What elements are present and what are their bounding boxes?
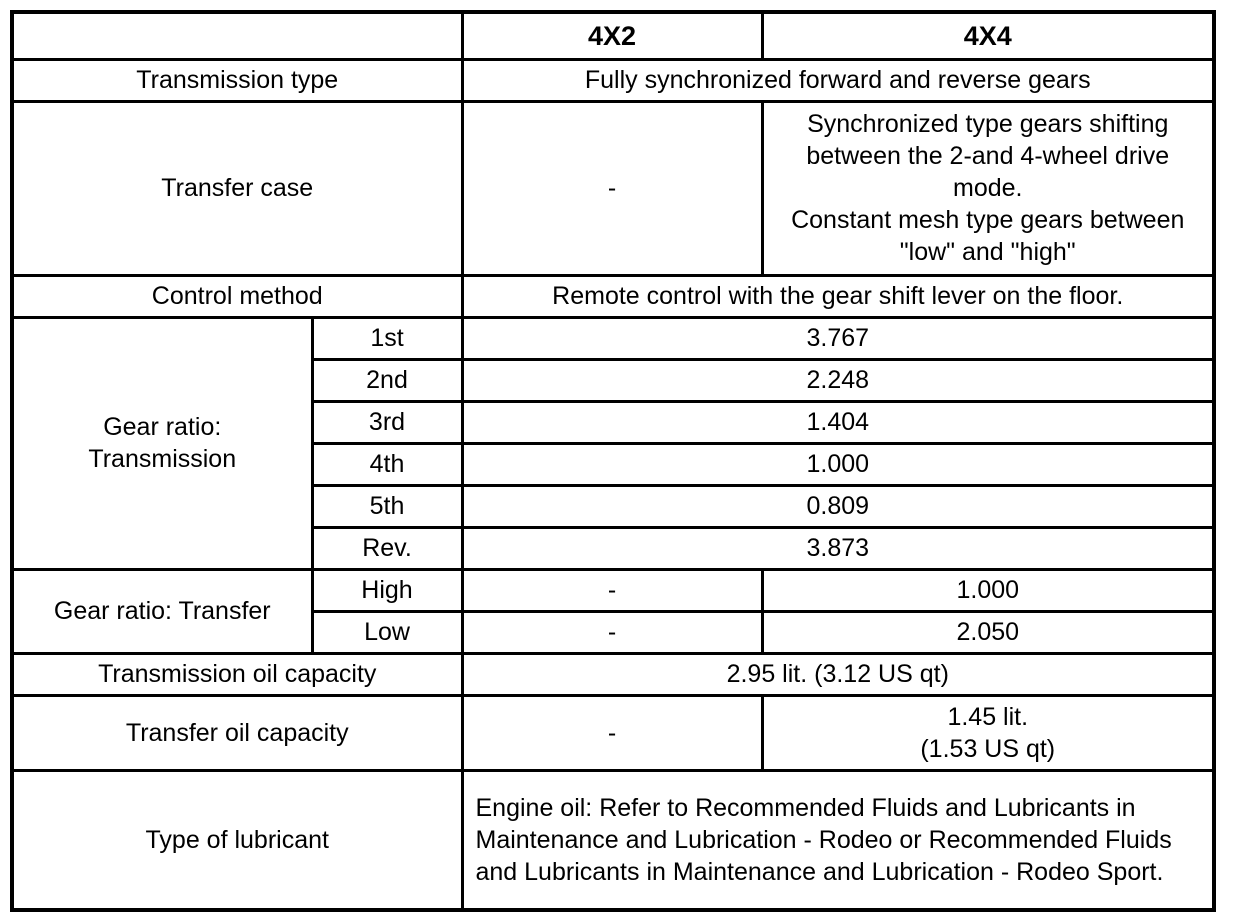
type-of-lubricant-label: Type of lubricant: [12, 770, 462, 910]
gear-ratio-transmission-label: [12, 317, 312, 569]
gear-ratio-transmission-label-text: Gear ratio: Transmission: [88, 413, 237, 473]
transfer-oil-capacity-label: Transfer oil capacity: [12, 695, 462, 770]
header-4x4: 4X4: [762, 12, 1214, 59]
transfer-oil-capacity-4x4: [762, 695, 1214, 770]
row-transfer-case: [12, 101, 1214, 275]
transfer-range-4x2: -: [462, 611, 762, 653]
gear-ratio-value: 0.809: [462, 485, 1214, 527]
transfer-range-4x4: 1.000: [762, 569, 1214, 611]
row-transmission-oil-capacity: [12, 653, 1214, 695]
row-transmission-type: [12, 59, 1214, 101]
header-4x2: 4X2: [462, 12, 762, 59]
row-type-of-lubricant: [12, 770, 1214, 910]
gear-ratio-value: 3.767: [462, 317, 1214, 359]
control-method-label: Control method: [12, 275, 462, 317]
gear-ratio-value: 1.404: [462, 401, 1214, 443]
transmission-type-value: Fully synchronized forward and reverse gears: [462, 59, 1214, 101]
transmission-oil-capacity-label: Transmission oil capacity: [12, 653, 462, 695]
transfer-oil-capacity-4x4-text: 1.45 lit. (1.53 US qt): [920, 702, 1056, 763]
transfer-range-4x2: -: [462, 569, 762, 611]
row-transfer-high: [12, 569, 1214, 611]
row-control-method: [12, 275, 1214, 317]
gear-ratio-transfer-label: Gear ratio: Transfer: [12, 569, 312, 653]
header-blank-cell: [12, 12, 462, 59]
transfer-range-4x4: 2.050: [762, 611, 1214, 653]
gear-name: 1st: [312, 317, 462, 359]
transfer-case-label: Transfer case: [12, 101, 462, 275]
transmission-type-label: Transmission type: [12, 59, 462, 101]
type-of-lubricant-value: Engine oil: Refer to Recommended Fluids and Lubricants in Maintenance and Lubrication - Rodeo or Recommended Fluids and Lubricants in Maintenance and Lubrication - Rodeo Sport.: [462, 770, 1214, 910]
transfer-case-4x4-text: Synchronized type gears shifting between the 2-and 4-wheel drive mode. Constant mesh type gears between "low" and "high": [791, 110, 1185, 266]
gear-name: Rev.: [312, 527, 462, 569]
transmission-spec-table: [10, 10, 1216, 912]
gear-name: 2nd: [312, 359, 462, 401]
gear-ratio-value: 2.248: [462, 359, 1214, 401]
gear-name: 5th: [312, 485, 462, 527]
row-transfer-oil-capacity: [12, 695, 1214, 770]
transfer-oil-capacity-4x2: -: [462, 695, 762, 770]
transfer-range-name: Low: [312, 611, 462, 653]
gear-ratio-value: 1.000: [462, 443, 1214, 485]
header-row: [12, 12, 1214, 59]
gear-name: 4th: [312, 443, 462, 485]
transfer-case-4x4: [762, 101, 1214, 275]
transfer-range-name: High: [312, 569, 462, 611]
transmission-oil-capacity-value: 2.95 lit. (3.12 US qt): [462, 653, 1214, 695]
control-method-value: Remote control with the gear shift lever on the floor.: [462, 275, 1214, 317]
gear-ratio-value: 3.873: [462, 527, 1214, 569]
gear-name: 3rd: [312, 401, 462, 443]
row-gear-1st: [12, 317, 1214, 359]
transfer-case-4x2: -: [462, 101, 762, 275]
